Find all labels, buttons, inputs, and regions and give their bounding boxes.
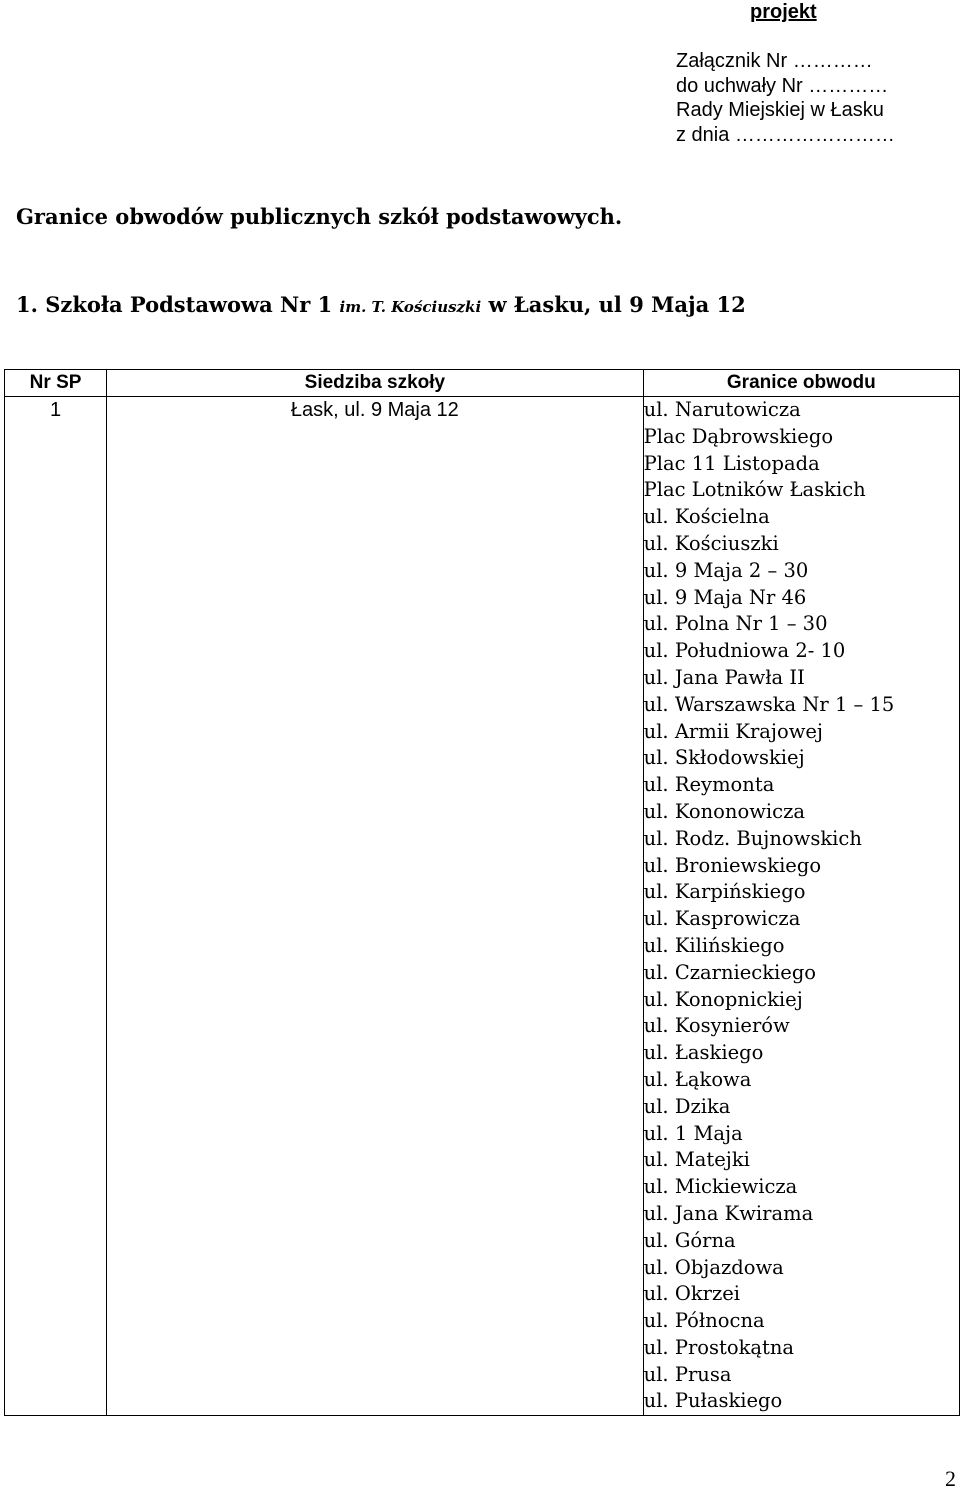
school-heading-patron: im. T. Kościuszki: [339, 298, 482, 316]
street-list-item: ul. Jana Kwirama: [643, 1201, 814, 1225]
street-list-item: ul. Czarnieckiego: [643, 960, 817, 984]
cell-district-boundaries: [643, 397, 959, 1416]
street-list-item: ul. Okrzei: [643, 1282, 741, 1306]
attachment-line: z dnia ……………………: [676, 123, 895, 146]
street-list-item: ul. 9 Maja Nr 46: [643, 585, 807, 609]
street-list-item: ul. Górna: [643, 1228, 736, 1252]
header-district-boundaries: Granice obwodu: [643, 370, 959, 397]
draft-label: projekt: [750, 1, 817, 23]
cell-school-number: 1: [5, 397, 107, 1416]
street-list-item: ul. Karpińskiego: [643, 880, 806, 904]
cell-school-seat: Łask, ul. 9 Maja 12: [107, 397, 644, 1416]
attachment-block: [676, 49, 895, 147]
street-list-item: ul. Objazdowa: [643, 1255, 784, 1279]
district-table: [4, 369, 960, 1416]
street-list-item: Plac Lotników Łaskich: [643, 478, 866, 502]
street-list-item: Plac Dąbrowskiego: [643, 424, 834, 448]
street-list-item: ul. Kościuszki: [643, 531, 779, 555]
street-list-item: ul. Narutowicza: [643, 398, 801, 421]
street-list-item: ul. Warszawska Nr 1 – 15: [643, 692, 895, 716]
header-school-seat: Siedziba szkoły: [107, 370, 644, 397]
attachment-line: Rady Miejskiej w Łasku: [676, 99, 884, 121]
street-list-item: ul. Dzika: [643, 1094, 731, 1118]
street-list-item: ul. Kononowicza: [643, 799, 805, 823]
table-row: [5, 397, 960, 1416]
school-heading: [16, 290, 746, 322]
school-heading-suffix: w Łasku, ul 9 Maja 12: [481, 292, 746, 317]
street-list-item: ul. Kasprowicza: [643, 907, 801, 931]
street-list-item: ul. Kosynierów: [643, 1014, 790, 1038]
street-list-item: ul. Południowa 2- 10: [643, 639, 846, 663]
document-title: Granice obwodów publicznych szkół podstawowych.: [16, 204, 623, 229]
street-list-item: ul. Rodz. Bujnowskich: [643, 826, 862, 850]
street-list-item: ul. Prostokątna: [643, 1335, 795, 1359]
street-list-item: ul. Północna: [643, 1309, 765, 1333]
school-heading-prefix: 1. Szkoła Podstawowa Nr 1: [16, 292, 340, 317]
street-list-item: ul. Łąkowa: [643, 1067, 752, 1091]
street-list-item: ul. Kilińskiego: [643, 933, 785, 957]
street-list-item: ul. Łaskiego: [643, 1041, 764, 1065]
street-list-item: ul. Kościelna: [643, 505, 770, 529]
header-nr-sp: Nr SP: [5, 370, 107, 397]
street-list-item: ul. Reymonta: [643, 773, 775, 797]
attachment-line: Załącznik Nr …………: [676, 50, 873, 72]
street-list-item: ul. 9 Maja 2 – 30: [643, 558, 809, 582]
street-list-item: ul. Prusa: [643, 1362, 732, 1386]
street-list-item: ul. Mickiewicza: [643, 1175, 798, 1199]
street-list-item: ul. Broniewskiego: [643, 853, 822, 877]
street-list-item: ul. Konopnickiej: [643, 987, 803, 1011]
street-list-item: ul. Armii Krajowej: [643, 719, 823, 743]
street-list-item: ul. 1 Maja: [643, 1121, 743, 1145]
street-list-item: ul. Matejki: [643, 1148, 750, 1172]
street-list-item: ul. Polna Nr 1 – 30: [643, 612, 828, 636]
attachment-line: do uchwały Nr …………: [676, 74, 889, 97]
table-header-row: [5, 370, 960, 397]
street-list-item: ul. Skłodowskiej: [643, 746, 805, 770]
page-number: 2: [945, 1466, 956, 1491]
street-list-item: ul. Jana Pawła II: [643, 665, 805, 689]
street-list-item: Plac 11 Listopada: [643, 451, 820, 475]
street-list-item: ul. Pułaskiego: [643, 1389, 783, 1413]
